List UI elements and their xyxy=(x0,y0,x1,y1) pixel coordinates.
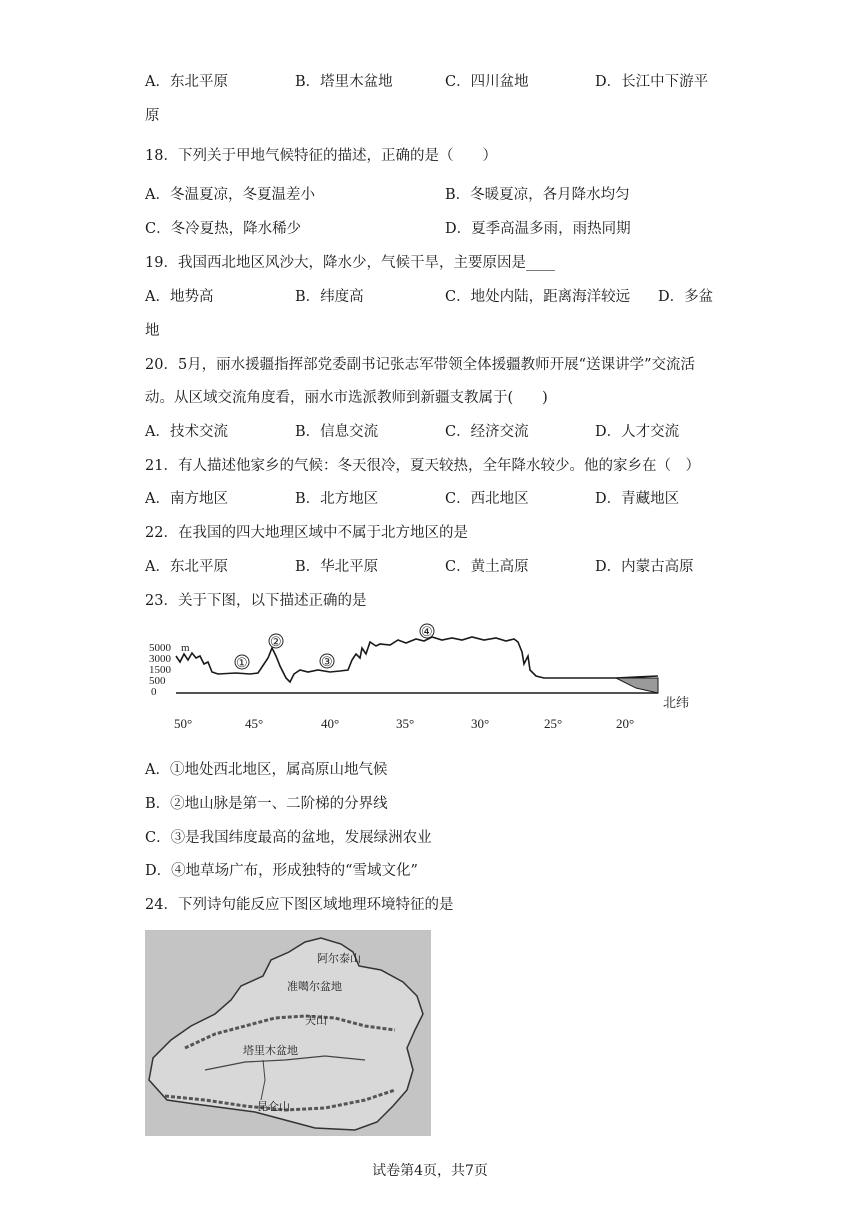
profile-x-axis-label: 北纬 xyxy=(663,695,690,710)
profile-x-tick-30: 30° xyxy=(471,716,490,731)
q19-option-wrap: 地 xyxy=(145,323,160,339)
q20-stem-line1: 20．5月，丽水援疆指挥部党委副书记张志军带领全体援疆教师开展“送课讲学”交流活 xyxy=(145,357,695,373)
q23-option-d: D．④地草场广布，形成独特的“雪域文化” xyxy=(145,863,418,879)
profile-marker-2: ② xyxy=(270,634,282,649)
xinjiang-map-photo xyxy=(145,930,431,1136)
q19-option-d: D．多盆 xyxy=(658,289,714,305)
q20-option-c: C．经济交流 xyxy=(445,424,529,440)
q22-stem: 22．在我国的四大地理区域中不属于北方地区的是 xyxy=(145,525,468,541)
map-label-tarim: 塔里木盆地 xyxy=(243,1045,298,1057)
q18-option-c: C．冬冷夏热，降水稀少 xyxy=(145,221,302,237)
profile-x-axis-labels xyxy=(174,695,689,731)
q19-option-c: C．地处内陆，距离海洋较远 xyxy=(445,289,631,305)
q19-option-b: B．纬度高 xyxy=(295,289,364,305)
q21-stem: 21．有人描述他家乡的气候：冬天很冷，夏天较热，全年降水较少。他的家乡在（ ） xyxy=(145,458,700,474)
q19-option-a: A．地势高 xyxy=(145,289,214,305)
q21-option-c: C．西北地区 xyxy=(445,491,529,507)
profile-y-tick-0: 0 xyxy=(151,686,157,698)
profile-marker-3: ③ xyxy=(321,654,333,669)
profile-marker-1: ① xyxy=(236,655,248,670)
page-footer: 试卷第4页，共7页 xyxy=(372,1163,488,1179)
xinjiang-map-drawing xyxy=(145,930,431,1136)
map-label-tianshan: 天山 xyxy=(305,1015,327,1027)
q23-stem: 23．关于下图，以下描述正确的是 xyxy=(145,593,367,609)
q17-option-b: B．塔里木盆地 xyxy=(295,74,393,90)
profile-y-tick-500: 500 xyxy=(149,675,166,687)
q17-option-d: D．长江中下游平 xyxy=(595,74,709,90)
profile-x-tick-45: 45° xyxy=(245,716,264,731)
q21-option-d: D．青藏地区 xyxy=(595,491,680,507)
profile-x-tick-40: 40° xyxy=(321,716,340,731)
profile-x-tick-35: 35° xyxy=(396,716,415,731)
q17-option-a: A．东北平原 xyxy=(145,74,228,90)
profile-y-tick-5000: 5000 xyxy=(149,642,171,654)
map-label-junggar: 准噶尔盆地 xyxy=(287,981,342,993)
profile-y-tick-1500: 1500 xyxy=(149,664,171,676)
profile-marker-4: ④ xyxy=(421,624,433,639)
q17-option-wrap: 原 xyxy=(145,108,160,124)
q21-option-a: A．南方地区 xyxy=(145,491,228,507)
q19-stem: 19．我国西北地区风沙大，降水少，气候干旱，主要原因是____ xyxy=(145,255,555,271)
q22-option-a: A．东北平原 xyxy=(145,559,228,575)
profile-y-unit: m xyxy=(181,642,190,654)
q20-stem-line2: 动。从区域交流角度看，丽水市选派教师到新疆支教属于( ) xyxy=(145,390,548,406)
q17-option-c: C．四川盆地 xyxy=(445,74,529,90)
q18-option-d: D．夏季高温多雨，雨热同期 xyxy=(445,221,631,237)
q24-stem: 24．下列诗句能反应下图区域地理环境特征的是 xyxy=(145,897,454,913)
q22-option-c: C．黄土高原 xyxy=(445,559,529,575)
q20-option-d: D．人才交流 xyxy=(595,424,680,440)
q20-option-b: B．信息交流 xyxy=(295,424,379,440)
profile-y-axis-labels xyxy=(149,642,190,698)
q23-option-b: B．②地山脉是第一、二阶梯的分界线 xyxy=(145,796,388,812)
q22-option-b: B．华北平原 xyxy=(295,559,379,575)
map-label-altai: 阿尔泰山 xyxy=(317,953,361,965)
q20-option-a: A．技术交流 xyxy=(145,424,228,440)
profile-y-tick-3000: 3000 xyxy=(149,653,171,665)
profile-x-tick-50: 50° xyxy=(174,716,193,731)
q23-option-c: C．③是我国纬度最高的盆地，发展绿洲农业 xyxy=(145,830,432,846)
map-label-kunlun: 昆仑山 xyxy=(257,1101,290,1113)
q18-stem: 18．下列关于甲地气候特征的描述，正确的是（ ） xyxy=(145,148,497,164)
profile-x-tick-20: 20° xyxy=(616,716,635,731)
q21-option-b: B．北方地区 xyxy=(295,491,379,507)
profile-x-tick-25: 25° xyxy=(544,716,563,731)
q18-option-a: A．冬温夏凉，冬夏温差小 xyxy=(145,187,315,203)
q18-option-b: B．冬暖夏凉，各月降水均匀 xyxy=(445,187,630,203)
q23-option-a: A．①地处西北地区，属高原山地气候 xyxy=(145,762,388,778)
q22-option-d: D．内蒙古高原 xyxy=(595,559,694,575)
profile-coast-hatch xyxy=(616,678,658,693)
terrain-profile-figure xyxy=(140,620,710,740)
